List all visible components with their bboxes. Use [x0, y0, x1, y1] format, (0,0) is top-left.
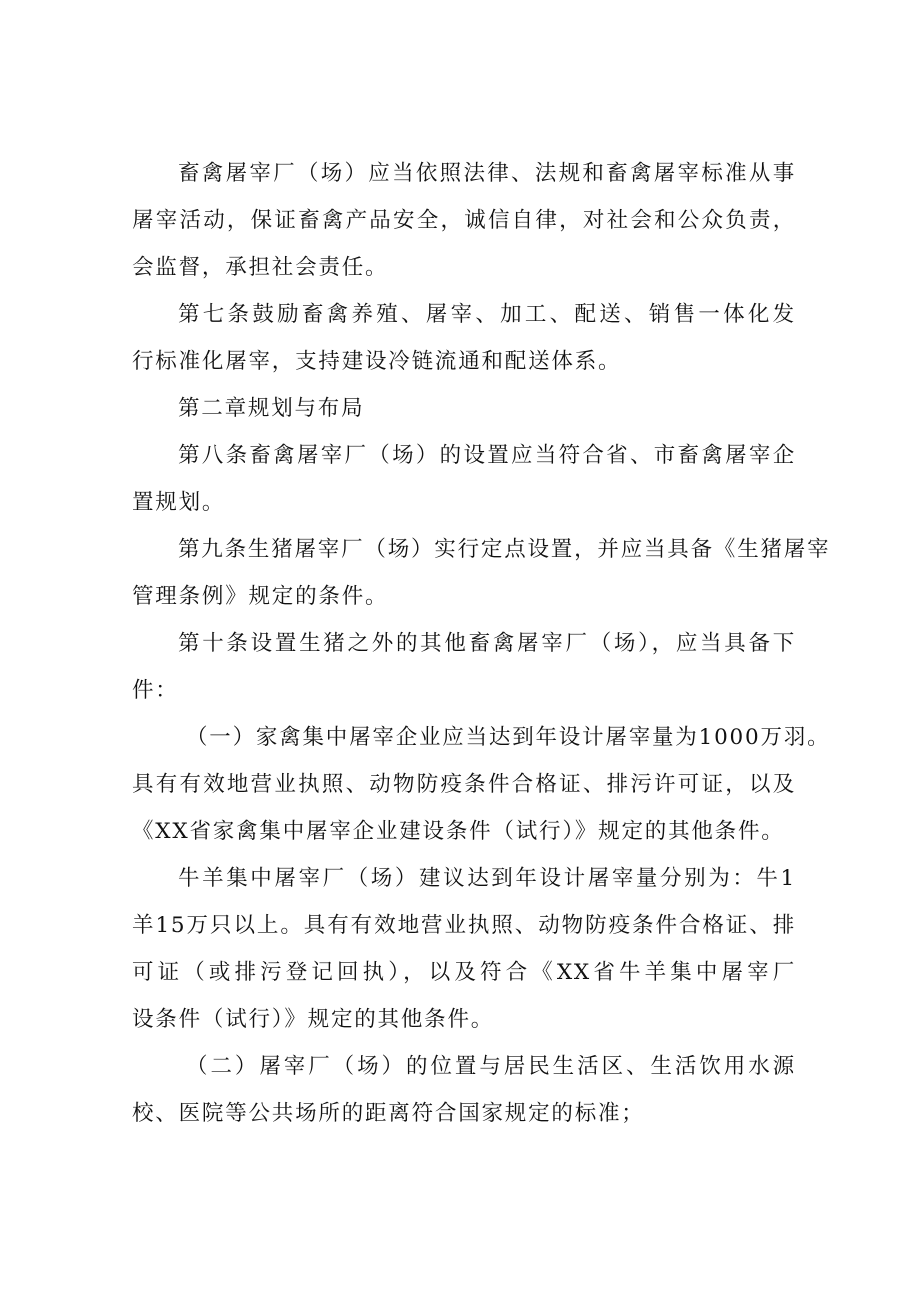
list-item-line: 具有有效地营业执照、动物防疫条件合格证、排污许可证，以及: [132, 772, 796, 797]
article-line: 管理条例》规定的条件。: [132, 584, 389, 609]
paragraph-line: 畜禽屠宰厂（场）应当依照法律、法规和畜禽屠宰标准从事: [178, 161, 796, 186]
paragraph-line: 可证（或排污登记回执），以及符合《XX省牛羊集中屠宰厂: [132, 960, 796, 985]
paragraph-line: 设条件（试行）》规定的其他条件。: [132, 1007, 495, 1032]
paragraph-line: 会监督，承担社会责任。: [132, 255, 389, 280]
article-line: 件：: [132, 678, 179, 703]
article-line: 行标准化屠宰，支持建设冷链流通和配送体系。: [132, 349, 622, 374]
paragraph-line: 羊15万只以上。具有有效地营业执照、动物防疫条件合格证、排: [132, 913, 796, 938]
paragraph-line: 牛羊集中屠宰厂（场）建议达到年设计屠宰量分别为：牛1: [178, 866, 796, 891]
article-line: 第七条鼓励畜禽养殖、屠宰、加工、配送、销售一体化发: [178, 302, 796, 327]
list-item-line: （二）屠宰厂（场）的位置与居民生活区、生活饮用水源: [186, 1054, 796, 1079]
list-item-line: 校、医院等公共场所的距离符合国家规定的标准；: [132, 1101, 645, 1126]
article-line: 第八条畜禽屠宰厂（场）的设置应当符合省、市畜禽屠宰企: [178, 443, 796, 468]
chapter-heading: 第二章规划与布局: [178, 396, 365, 421]
list-item-line: （一）家禽集中屠宰企业应当达到年设计屠宰量为1000万羽。: [186, 725, 831, 750]
list-item-line: 《XX省家禽集中屠宰企业建设条件（试行）》规定的其他条件。: [132, 819, 785, 844]
article-line: 第九条生猪屠宰厂（场）实行定点设置，并应当具备《生猪屠宰: [178, 537, 831, 562]
article-line: 第十条设置生猪之外的其他畜禽屠宰厂（场），应当具备下: [178, 631, 796, 656]
paragraph-line: 屠宰活动，保证畜禽产品安全，诚信自律，对社会和公众负责，: [132, 208, 796, 233]
article-line: 置规划。: [132, 490, 226, 515]
